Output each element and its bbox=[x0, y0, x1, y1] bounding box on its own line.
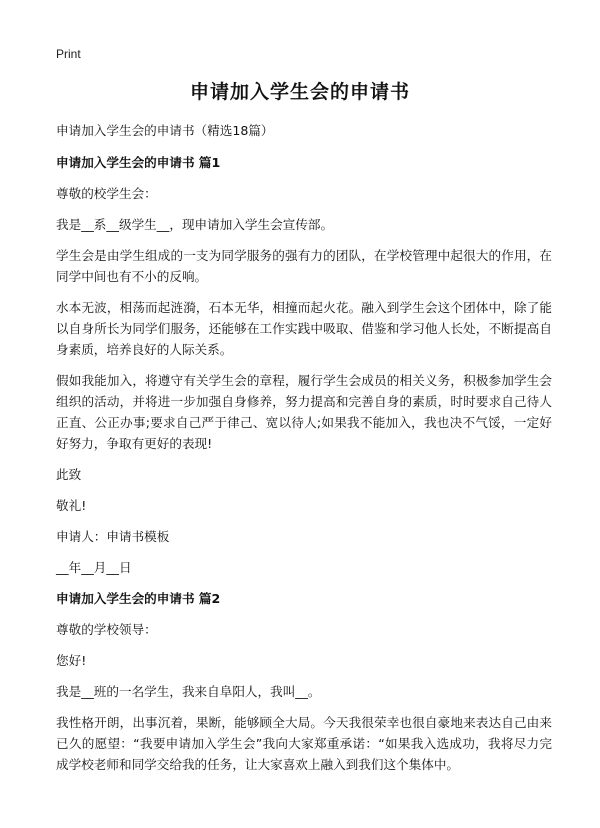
paragraph: 我是__系__级学生__，现申请加入学生会宣传部。 bbox=[56, 217, 334, 232]
section-heading-1: 申请加入学生会的申请书 篇1 bbox=[56, 155, 221, 170]
applicant-line: 申请人：申请书模板 bbox=[56, 529, 170, 544]
closing-line: 此致 bbox=[56, 467, 82, 482]
closing-line: 敬礼! bbox=[56, 498, 87, 513]
greeting-1: 尊敬的校学生会： bbox=[56, 186, 157, 201]
greeting-2: 尊敬的学校领导： bbox=[56, 622, 157, 637]
section-heading-2: 申请加入学生会的申请书 篇2 bbox=[56, 591, 221, 606]
document-subtitle: 申请加入学生会的申请书（精选18篇） bbox=[56, 123, 274, 138]
document-body bbox=[56, 120, 552, 785]
paragraph: 学生会是由学生组成的一支为同学服务的强有力的团队，在学校管理中起很大的作用，在同学中间也有不小的反响。 bbox=[56, 248, 552, 284]
print-link[interactable]: Print bbox=[56, 47, 81, 61]
paragraph: 水本无波，相荡而起涟漪，石本无华，相撞而起火花。融入到学生会这个团体中，除了能以自身所长为同学们服务，还能够在工作实践中吸取、借鉴和学习他人长处，不断提高自身素质，培养良好的人际关系。 bbox=[56, 300, 552, 357]
salutation: 您好! bbox=[56, 653, 87, 668]
paragraph: 我是__班的一名学生，我来自阜阳人，我叫__。 bbox=[56, 684, 321, 699]
document-title: 申请加入学生会的申请书 bbox=[189, 81, 410, 103]
date-line: __年__月__日 bbox=[56, 560, 132, 575]
paragraph: 我性格开朗，出事沉着，果断，能够顾全大局。今天我很荣幸也很自豪地来表达自己由来已久的愿望：“我要申请加入学生会”我向大家郑重承诺：“如果我入选成功，我将尽力完成学校老师和同学交给我的任务，让大家喜欢上融入到我们这个集体中。 bbox=[56, 715, 552, 772]
paragraph: 假如我能加入，将遵守有关学生会的章程，履行学生会成员的相关义务，积极参加学生会组织的活动，并将进一步加强自身修养，努力提高和完善自身的素质，时时要求自己待人正直、公正办事;要求自己严于律己、宽以待人;如果我不能加入，我也决不气馁，一定好好努力，争取有更好的表现! bbox=[56, 373, 552, 451]
